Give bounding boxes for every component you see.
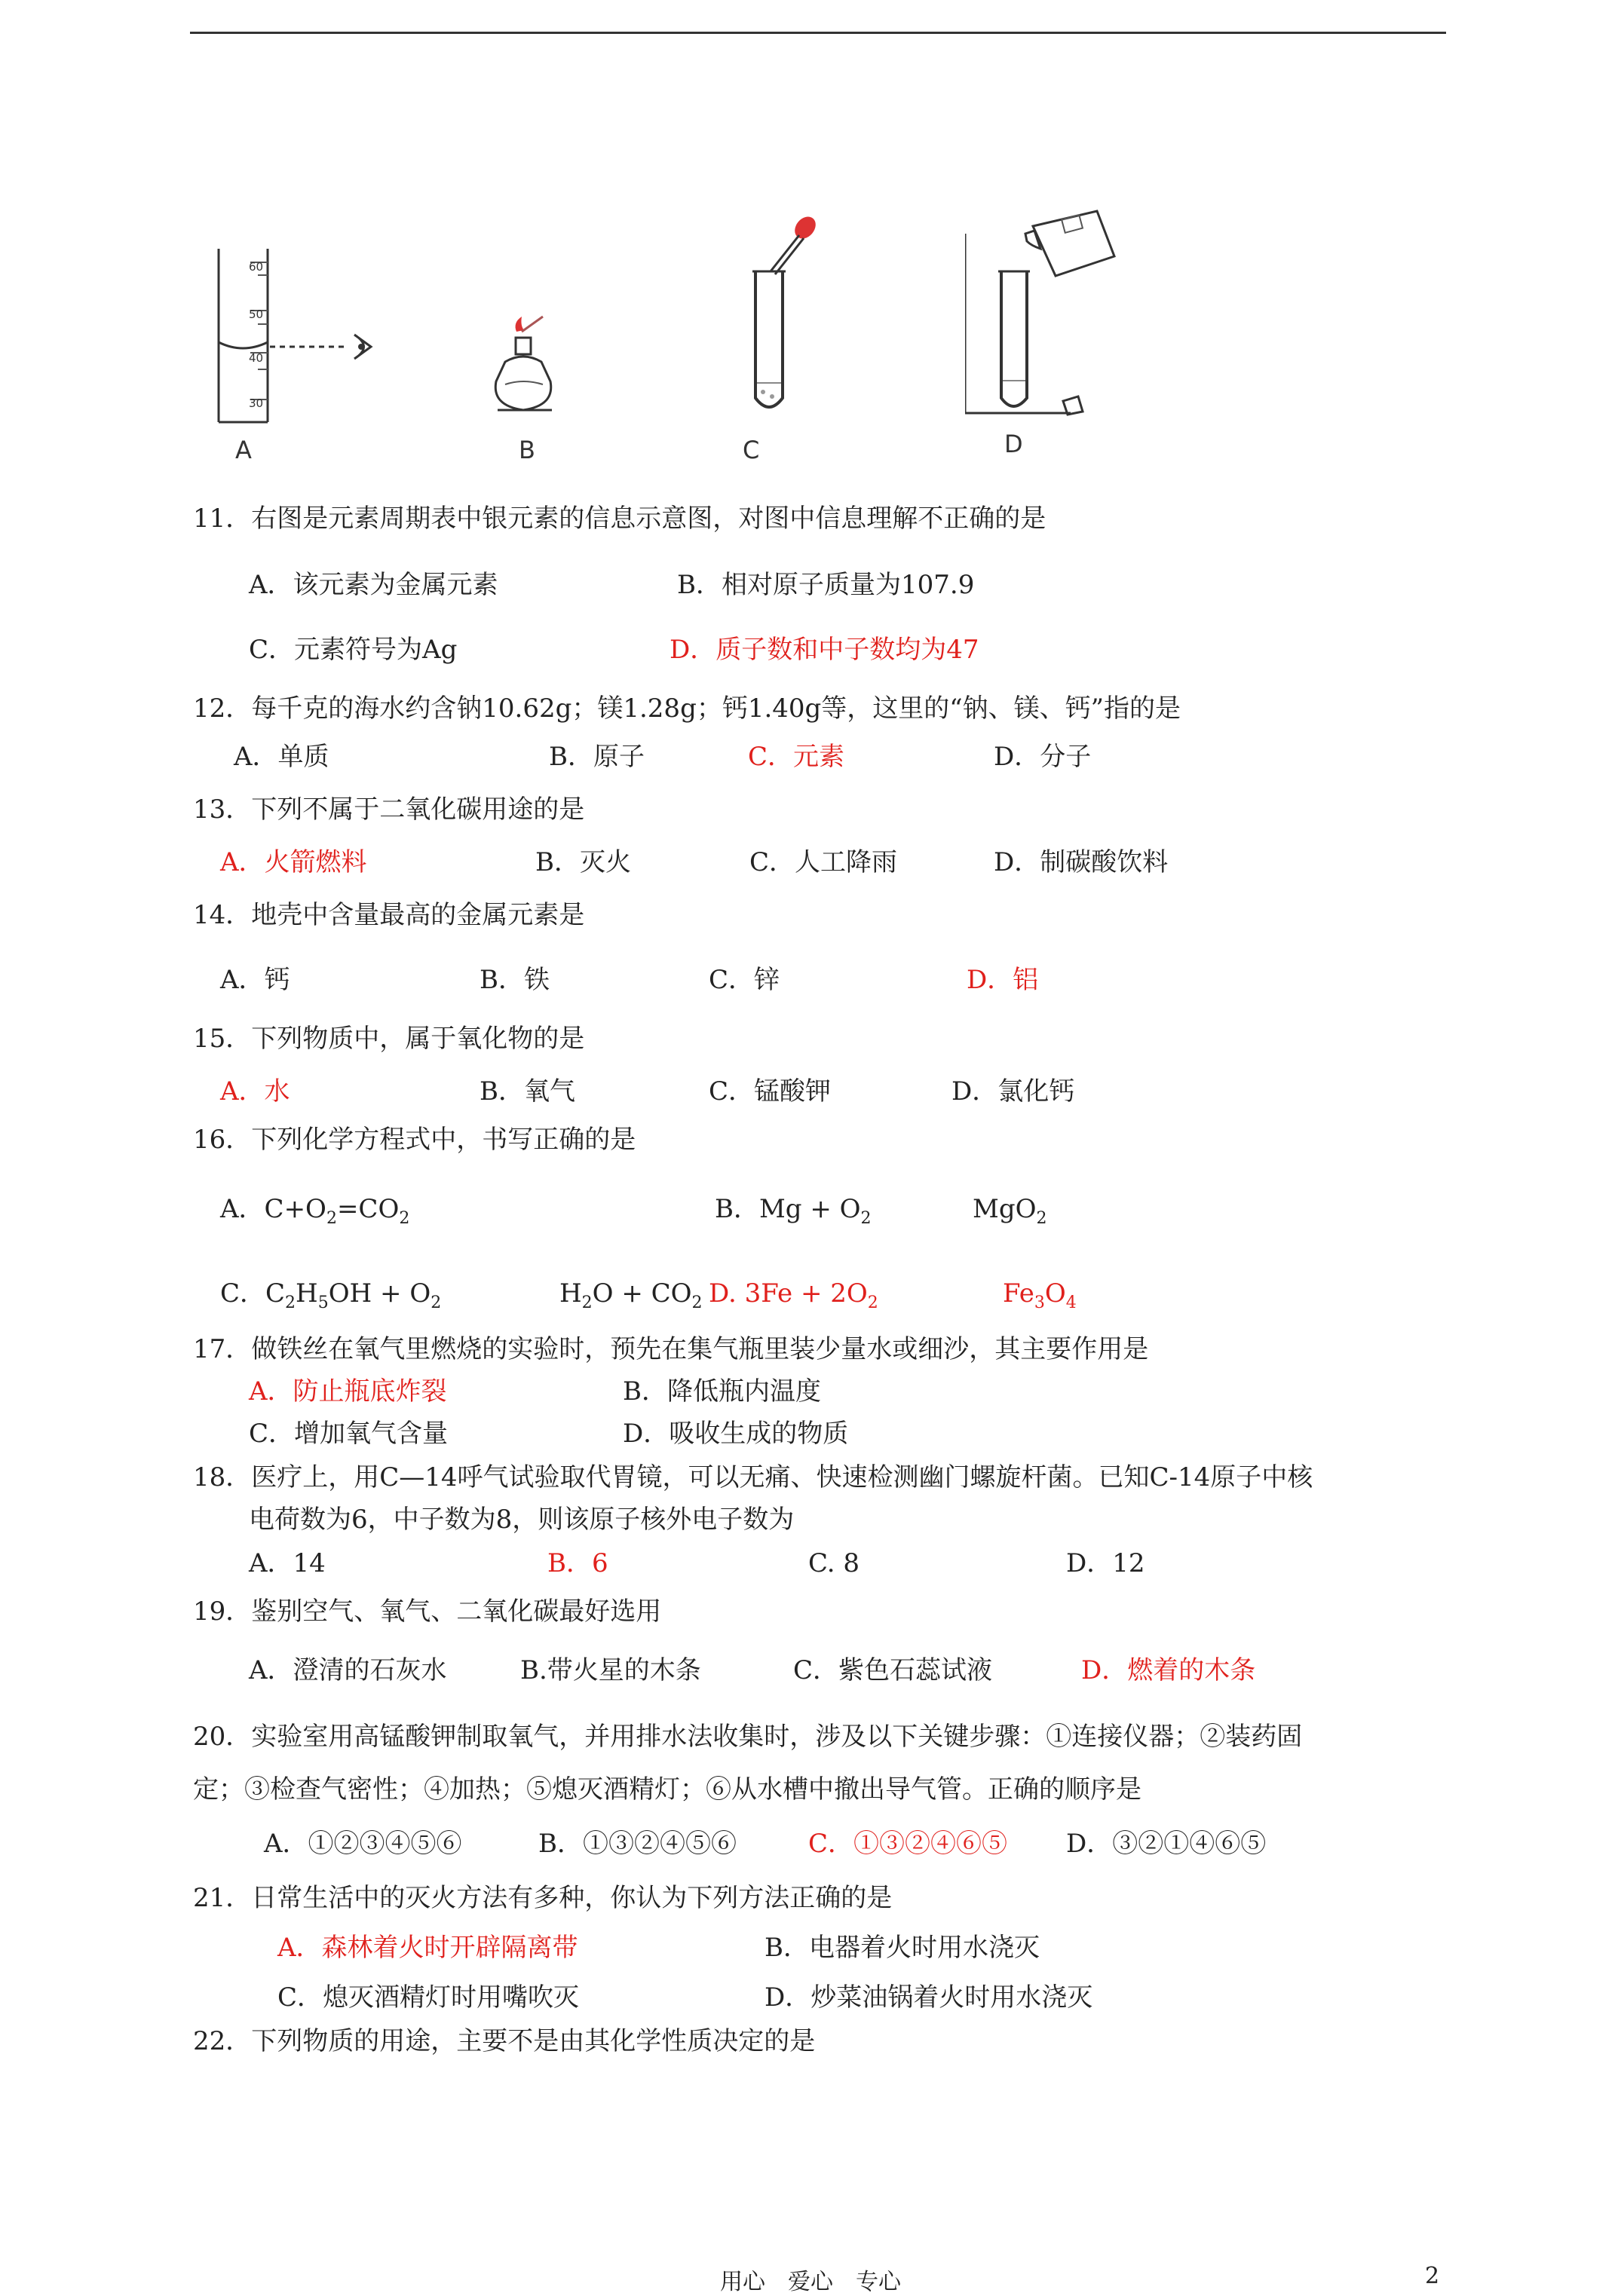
q15-option-b: B．氧气 <box>480 1076 575 1107</box>
q20-stem-line2: 定；③检查气密性；④加热；⑤熄灭酒精灯；⑥从水槽中撤出导气管。正确的顺序是 <box>193 1774 1141 1805</box>
q20-stem-line1: 20．实验室用高锰酸钾制取氧气，并用排水法收集时，涉及以下关键步骤：①连接仪器；②装药固 <box>193 1722 1303 1752</box>
figure-label-b: B <box>519 436 535 464</box>
q14-option-d-answer: D．铝 <box>967 965 1039 995</box>
q16-option-a: A．$C+O_2=CO_2$ <box>220 1194 410 1228</box>
q22-stem: 22．下列物质的用途，主要不是由其化学性质决定的是 <box>193 2026 816 2056</box>
q21-option-d: D．炒菜油锅着火时用水浇灭 <box>765 1982 1093 2013</box>
q11-option-a: A．该元素为金属元素 <box>249 570 498 600</box>
tick-30: 30 <box>249 396 264 410</box>
q16-option-c: C．$C_2H_5OH + O_2$ <box>220 1278 442 1312</box>
q15-option-d: D．氯化钙 <box>951 1076 1075 1107</box>
q13-option-d: D．制碳酸饮料 <box>994 847 1169 877</box>
q17-stem: 17．做铁丝在氧气里燃烧的实验时，预先在集气瓶里装少量水或细沙，其主要作用是 <box>193 1334 1149 1364</box>
q21-stem: 21．日常生活中的灭火方法有多种，你认为下列方法正确的是 <box>193 1883 893 1913</box>
q17-option-d: D．吸收生成的物质 <box>623 1419 849 1449</box>
q19-option-a: A．澄清的石灰水 <box>249 1655 447 1685</box>
q13-stem: 13．下列不属于二氧化碳用途的是 <box>193 794 585 825</box>
q17-option-c: C．增加氧气含量 <box>249 1419 449 1449</box>
q14-option-a: A．钙 <box>220 965 290 995</box>
q20-option-c-answer: C．①③②④⑥⑤ <box>808 1829 1008 1859</box>
q18-stem-line2: 电荷数为6，中子数为8，则该原子核外电子数为 <box>249 1505 795 1535</box>
q21-option-c: C．熄灭酒精灯时用嘴吹灭 <box>277 1982 580 2013</box>
q15-option-a-answer: A．水 <box>220 1076 290 1107</box>
page-number: 2 <box>1425 2263 1440 2289</box>
q16-stem: 16．下列化学方程式中，书写正确的是 <box>193 1125 636 1155</box>
q19-option-d-answer: D．燃着的木条 <box>1081 1655 1256 1685</box>
q17-option-b: B．降低瓶内温度 <box>623 1376 821 1407</box>
q12-option-a: A．单质 <box>234 742 329 772</box>
q11-option-c: C．元素符号为Ag <box>249 635 458 665</box>
q18-stem-line1: 18．医疗上，用C—14呼气试验取代胃镜，可以无痛、快速检测幽门螺旋杆菌。已知C-14原子中核 <box>193 1462 1313 1492</box>
q16-option-d-product: $Fe_3O_4$ <box>1003 1278 1077 1312</box>
q20-option-a: A．①②③④⑤⑥ <box>264 1829 462 1859</box>
q16-option-b-product: MgO$_2$ <box>973 1194 1047 1228</box>
q21-option-a-answer: A．森林着火时开辟隔离带 <box>277 1933 578 1963</box>
q16-option-c-product: $H_2O + CO_2$ <box>559 1278 703 1312</box>
q17-option-a-answer: A．防止瓶底炸裂 <box>249 1376 447 1407</box>
figure-d-pouring-liquid <box>965 204 1131 425</box>
q11-stem: 11．右图是元素周期表中银元素的信息示意图，对图中信息理解不正确的是 <box>193 504 1046 534</box>
q15-stem: 15．下列物质中，属于氧化物的是 <box>193 1024 585 1054</box>
header-rule <box>190 32 1446 34</box>
q21-option-b: B．电器着火时用水浇灭 <box>765 1933 1040 1963</box>
q14-option-b: B．铁 <box>480 965 550 995</box>
tick-40: 40 <box>249 351 264 365</box>
q13-option-b: B．灭火 <box>535 847 631 877</box>
q18-option-b-answer: B．6 <box>547 1548 608 1578</box>
q13-option-c: C．人工降雨 <box>749 847 898 877</box>
q16-option-d-answer: D. $3Fe + 2O_2$ <box>709 1278 878 1312</box>
q15-option-c: C．锰酸钾 <box>709 1076 832 1107</box>
tick-60: 60 <box>249 260 264 274</box>
q18-option-a: A．14 <box>249 1548 326 1578</box>
figure-label-c: C <box>743 436 760 464</box>
q12-option-d: D．分子 <box>994 742 1092 772</box>
q14-option-c: C．锌 <box>709 965 780 995</box>
q16-option-b: B．$Mg + O_2$ <box>715 1194 872 1228</box>
q19-option-b: B.带火星的木条 <box>520 1655 701 1685</box>
figure-a-graduated-cylinder <box>204 241 400 440</box>
q20-option-b: B．①③②④⑤⑥ <box>538 1829 737 1859</box>
q11-option-d-answer: D．质子数和中子数均为47 <box>670 635 979 665</box>
q18-option-c: C. 8 <box>808 1548 860 1578</box>
tick-50: 50 <box>249 308 264 321</box>
q20-option-d: D．③②①④⑥⑤ <box>1066 1829 1267 1859</box>
q12-option-b: B．原子 <box>549 742 645 772</box>
figure-b-alcohol-lamp <box>483 309 573 425</box>
figure-c-test-tube-dropper <box>724 211 837 425</box>
q13-option-a-answer: A．火箭燃料 <box>220 847 367 877</box>
q12-stem: 12．每千克的海水约含钠10.62g；镁1.28g；钙1.40g等，这里的“钠、镁、钙”指的是 <box>193 693 1181 724</box>
q19-option-c: C．紫色石蕊试液 <box>793 1655 993 1685</box>
q19-stem: 19．鉴别空气、氧气、二氧化碳最好选用 <box>193 1596 662 1627</box>
q11-option-b: B．相对原子质量为107.9 <box>677 570 975 600</box>
q14-stem: 14．地壳中含量最高的金属元素是 <box>193 900 585 930</box>
page-footer: 用心 爱心 专心 <box>720 2269 901 2295</box>
q18-option-d: D．12 <box>1066 1548 1145 1578</box>
figure-label-a: A <box>235 436 252 464</box>
figure-label-d: D <box>1004 430 1023 458</box>
q12-option-c-answer: C．元素 <box>748 742 845 772</box>
